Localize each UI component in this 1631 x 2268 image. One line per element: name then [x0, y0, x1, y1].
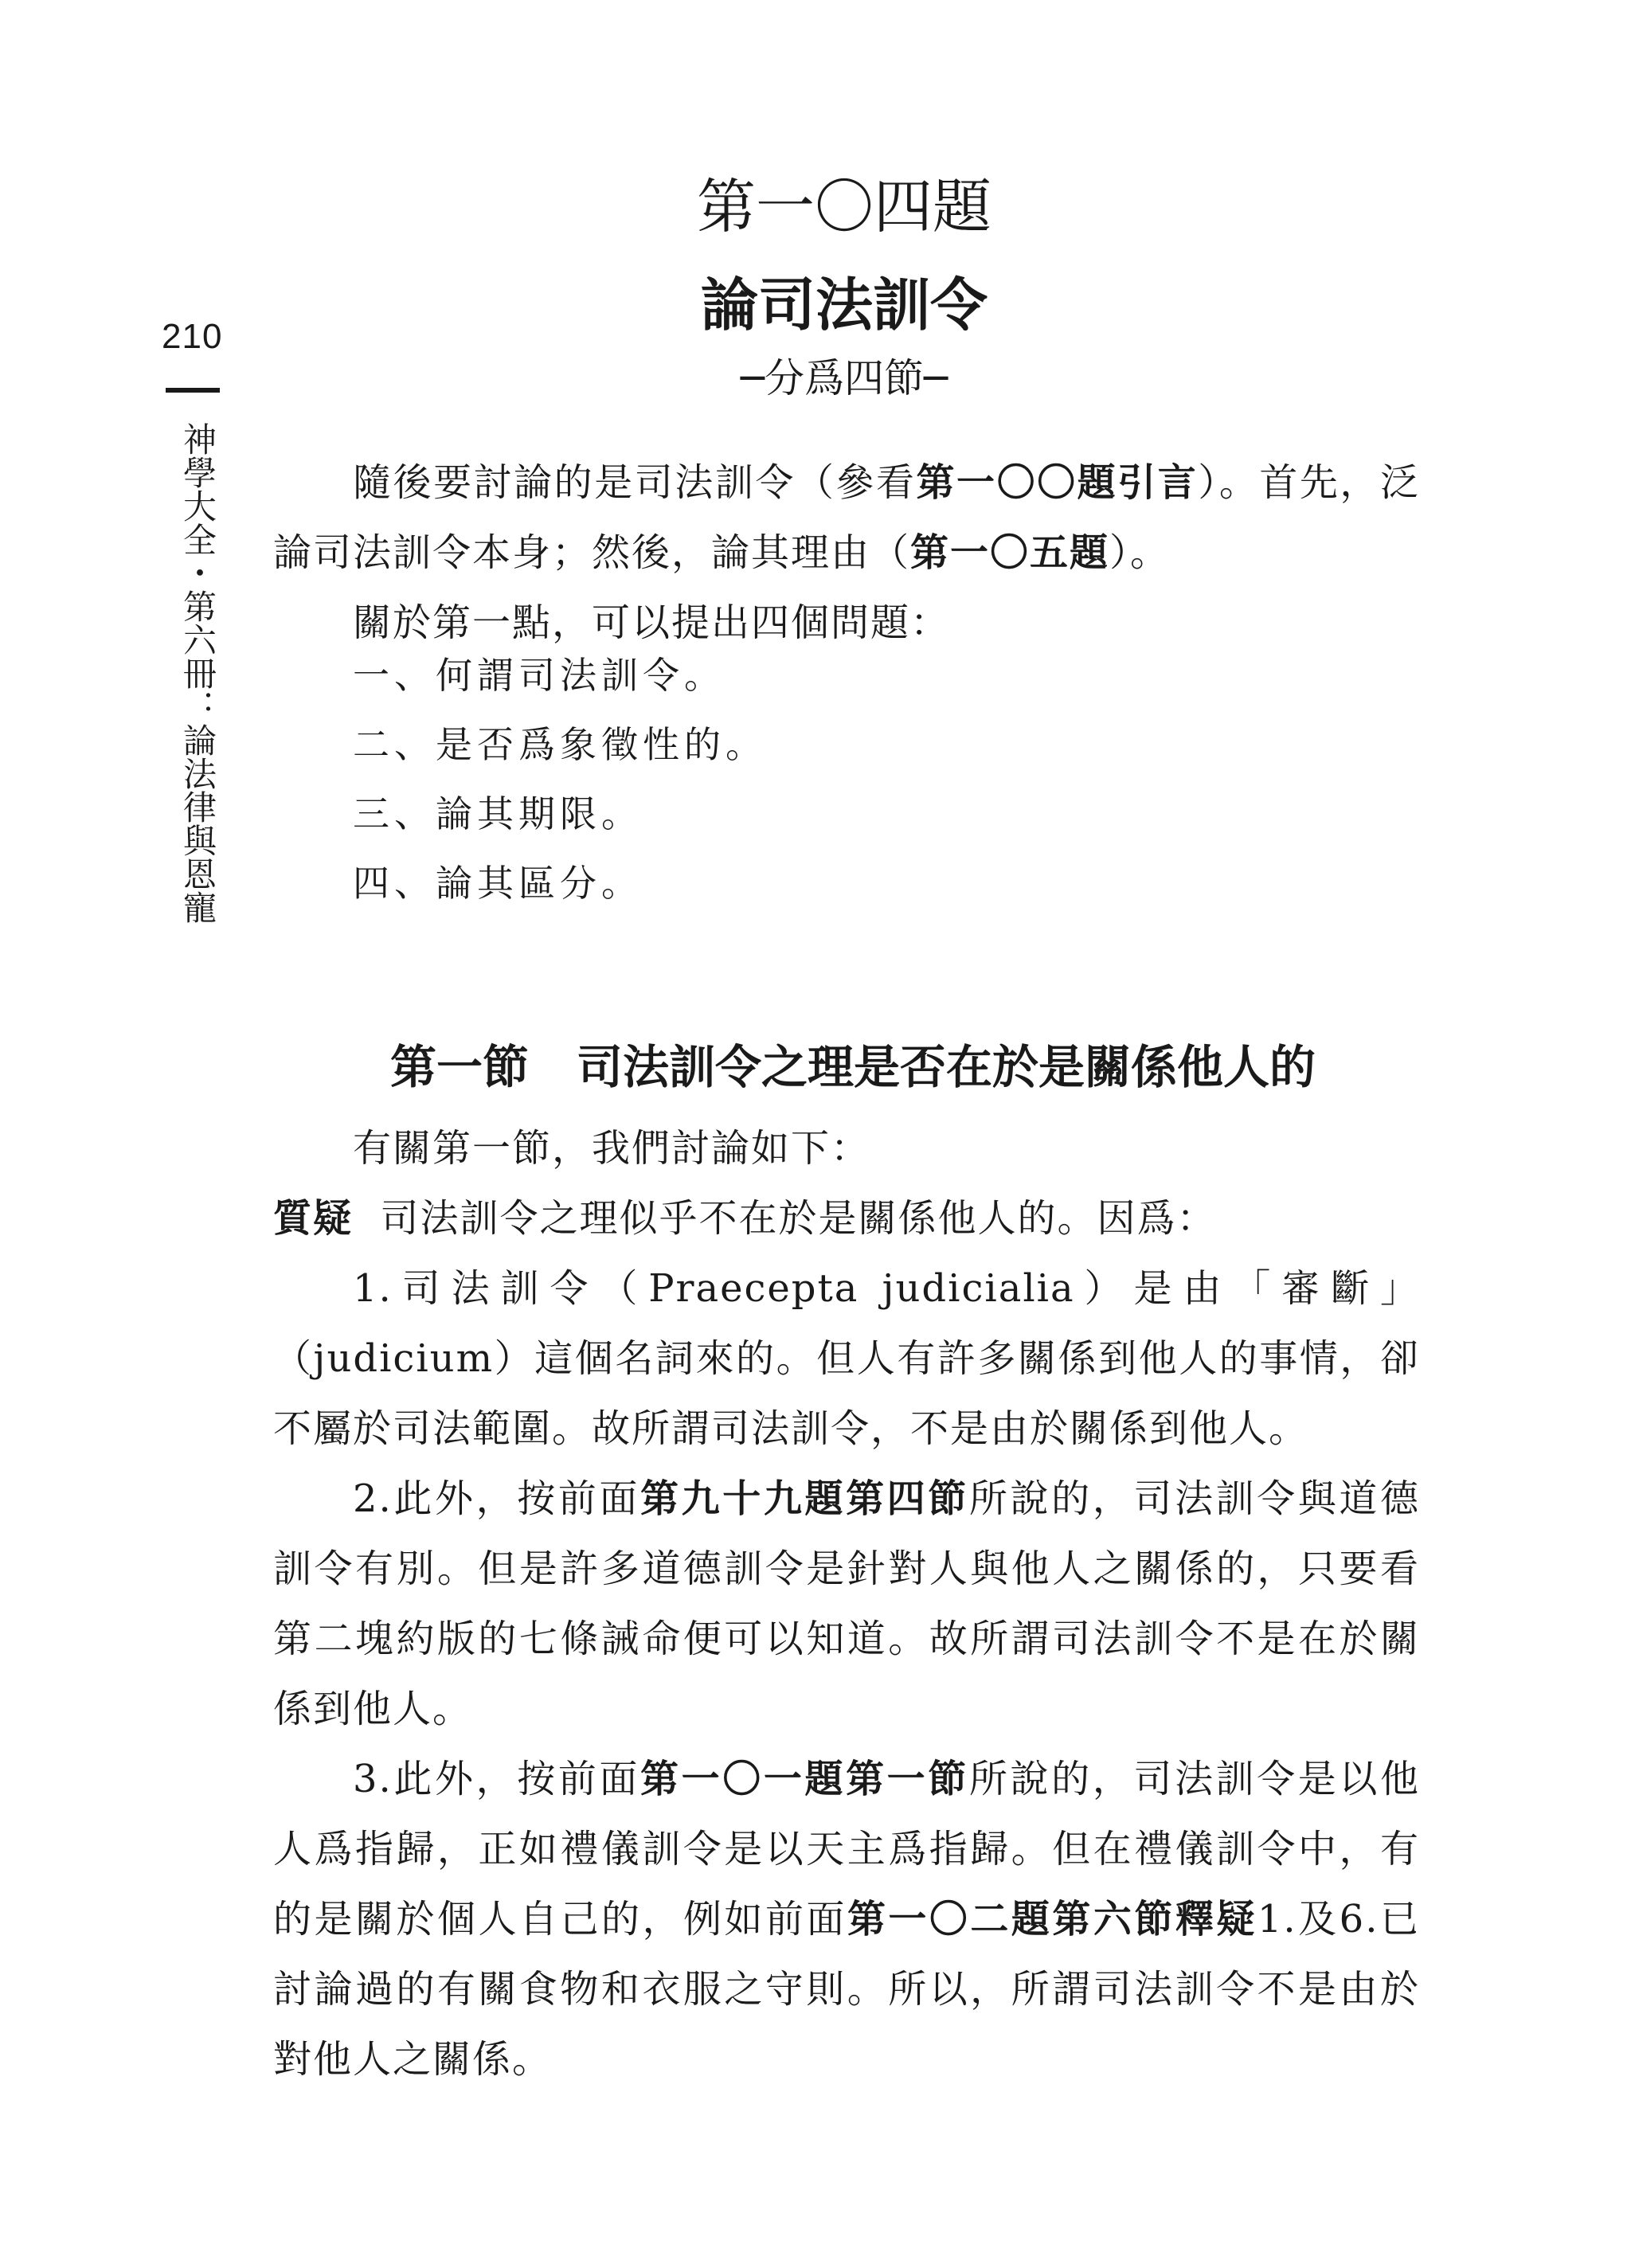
question-list-item: 三、論其期限。 — [353, 792, 643, 835]
running-header: 神學大全・第六冊：論法律與恩寵 — [178, 422, 217, 924]
objection-intro — [273, 1183, 1420, 1253]
objection-2-text-a: 2.此外，按前面 — [353, 1476, 641, 1521]
objection-3-ref-2: 第一〇二題第六節釋疑 — [847, 1897, 1257, 1941]
page-number-rule — [166, 388, 220, 393]
objection-1: 1.司法訓令（Praecepta judicialia）是由「審斷」（judicium）這個名詞來的。但人有許多關係到他人的事情，卻不屬於司法範圍。故所謂司法訓令，不是由於關係到他人。 — [273, 1266, 1420, 1451]
question-number: 第一〇四題 — [697, 173, 992, 241]
objection-3-text-a: 3.此外，按前面 — [353, 1757, 641, 1801]
question-subtitle: ─分爲四節─ — [740, 355, 948, 401]
intro-ref-1: 第一〇〇題引言 — [916, 460, 1199, 505]
objection-2-ref: 第九十九題第四節 — [640, 1476, 969, 1521]
objection-label: 質疑 — [273, 1196, 354, 1241]
objection-text: 司法訓令之理似乎不在於是關係他人的。因爲： — [380, 1196, 1217, 1241]
intro-text-2a: 泛論司法訓令本身；然後，論其理由（ — [273, 460, 1420, 575]
article-number: 第一節 — [390, 1040, 530, 1094]
objection-2 — [273, 1464, 1420, 1744]
intro-text-2b: ）。 — [1109, 530, 1171, 575]
objection-3 — [273, 1744, 1420, 2094]
intro-text-1b: ）。首先， — [1198, 460, 1380, 505]
objection-3-text-b: 所說的，司法訓令是以他人爲指歸，正如禮儀訓令是以天主爲指歸。但在禮儀訓令中，有的是關於個人自己的，例如前面 — [273, 1757, 1420, 1941]
article-title: 司法訓令之理是否在於是關係他人的 — [577, 1040, 1316, 1094]
article-lead: 有關第一節，我們討論如下： — [353, 1126, 871, 1171]
intro-lead: 關於第一點，可以提出四個問題： — [353, 600, 951, 645]
objection-2-text-b: 所說的，司法訓令與道德訓令有別。但是許多道德訓令是針對人與他人之關係的，只要看第二塊約版的七條誡命便可以知道。故所謂司法訓令不是在於關係到他人。 — [273, 1476, 1420, 1731]
page-number: 210 — [162, 317, 223, 356]
question-list-item: 二、是否爲象徵性的。 — [353, 723, 767, 766]
intro-ref-2: 第一〇五題 — [910, 530, 1110, 575]
question-title: 論司法訓令 — [700, 272, 988, 338]
intro-paragraph — [273, 448, 1420, 588]
objection-3-ref-1: 第一〇一題第一節 — [640, 1757, 969, 1801]
question-list-item: 一、何謂司法訓令。 — [353, 654, 726, 697]
article-heading — [390, 1035, 1426, 1099]
objection-3-text-c: 1.及6.已討論過的有關食物和衣服之守則。所以，所謂司法訓令不是由於對他人之關係。 — [273, 1897, 1420, 2082]
question-list-item: 四、論其區分。 — [353, 862, 643, 905]
intro-text-1a: 隨後要討論的是司法訓令（參看 — [353, 460, 917, 505]
